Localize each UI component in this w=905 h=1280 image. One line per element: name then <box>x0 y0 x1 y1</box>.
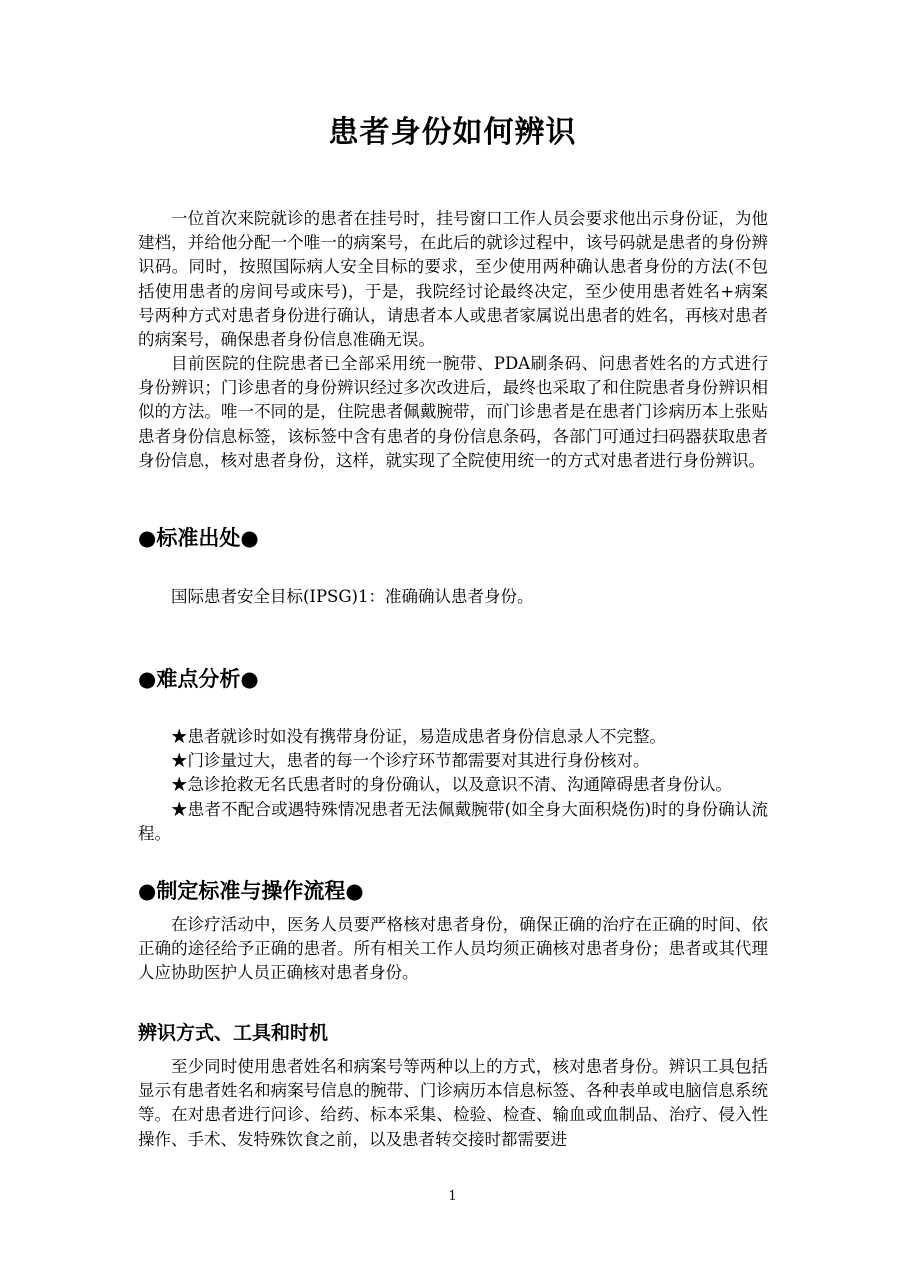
difficulty-item: ★患者就诊时如没有携带身份证，易造成患者身份信息录人不完整。 <box>171 727 666 746</box>
difficulty-item: ★急诊抢救无名氏患者时的身份确认，以及意识不清、沟通障碍患者身份认。 <box>171 775 732 795</box>
section-heading-standard-source: ●标准出处● <box>138 526 259 550</box>
difficulty-item: ★门诊量过大，患者的每一个诊疗环节都需要对其进行身份核对。 <box>171 751 650 771</box>
section-heading-difficulty-analysis: ●难点分析● <box>138 667 259 691</box>
procedure-text: 在诊疗活动中，医务人员要严格核对患者身份，确保正确的治疗在正确的时间、依正确的途径给予正确的患者。所有相关工作人员均须正确核对患者身份；患者或其代理人应协助医护人员正确核对患者身份。 <box>138 915 768 983</box>
intro-paragraph-2: 目前医院的住院患者已全部采用统一腕带、PDA刷条码、问患者姓名的方式进行身份辨识；门诊患者的身份辨识经过多次改进后，最终也采取了和住院患者身份辨识相似的方法。唯一不同的是，住院患者佩戴腕带，而门诊患者是在患者门诊病历本上张贴患者身份信息标签，该标签中含有患者的身份信息条码，各部门可通过扫码器获取患者身份信息，核对患者身份，这样，就实现了全院使用统一的方式对患者进行身份辨识。 <box>138 354 768 470</box>
section-heading-procedure: ●制定标准与操作流程● <box>138 879 364 903</box>
page-number: 1 <box>448 1189 457 1204</box>
difficulty-list <box>138 725 768 846</box>
intro-paragraph-1: 一位首次来院就诊的患者在挂号时，挂号窗口工作人员会要求他出示身份证，为他建档，并给他分配一个唯一的病案号，在此后的就诊过程中，该号码就是患者的身份辨识码。同时，按照国际病人安全目标的要求，至少使用两种确认患者身份的方法(不包括使用患者的房间号或床号)，于是，我院经讨论最终决定，至少使用患者姓名+病案号两种方式对患者身份进行确认，请患者本人或患者家属说出患者的姓名，再核对患者的病案号，确保患者身份信息准确无误。 <box>138 209 768 350</box>
subheading-methods: 辨识方式、工具和时机 <box>138 1022 329 1044</box>
difficulty-item: ★患者不配合或遇特殊情况患者无法佩戴腕带(如全身大面积烧伤)时的身份确认流程。 <box>138 799 768 843</box>
methods-text: 至少同时使用患者姓名和病案号等两种以上的方式，核对患者身份。辨识工具包括显示有患者姓名和病案号信息的腕带、门诊病历本信息标签、各种表单或电脑信息系统等。在对患者进行问诊、给药、标本采集、检验、检查、输血或血制品、治疗、侵入性操作、手术、发特殊饮食之前，以及患者转交接时都需要进 <box>138 1057 768 1149</box>
standard-source-text: 国际患者安全目标(IPSG)1：准确确认患者身份。 <box>171 587 534 606</box>
document-title: 患者身份如何辨识 <box>328 115 577 150</box>
